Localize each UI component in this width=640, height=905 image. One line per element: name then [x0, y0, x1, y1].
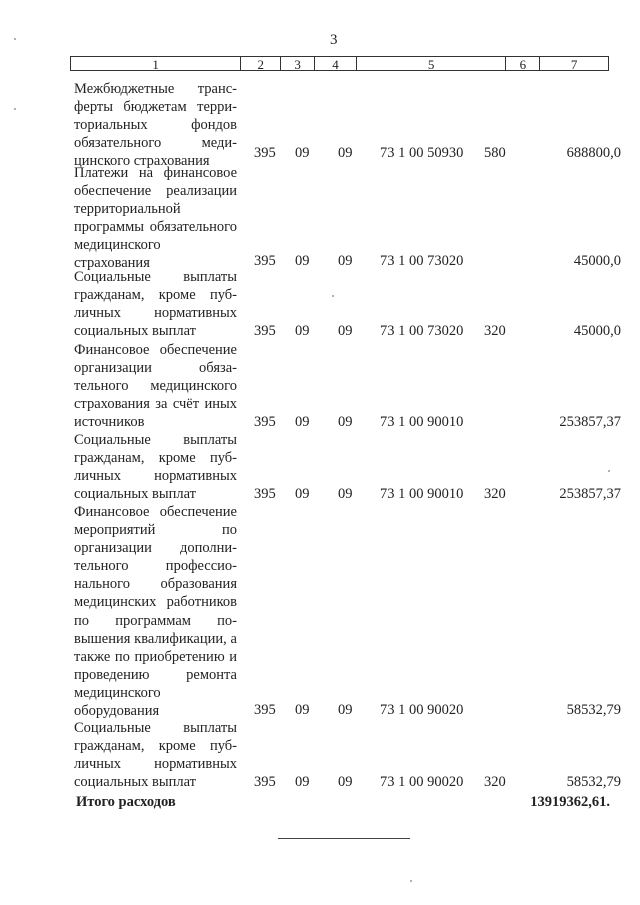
scan-speck [332, 295, 334, 297]
row-subsection: 09 [338, 486, 353, 502]
header-col-3: 3 [280, 57, 314, 70]
header-col-1: 1 [152, 57, 159, 72]
row-section: 09 [295, 323, 310, 339]
header-col-7: 7 [539, 57, 608, 70]
row-expense-type: 580 [484, 145, 506, 161]
row-amount: 688800,0 [566, 145, 621, 161]
row-expense-type: 320 [484, 486, 506, 502]
total-label: Итого расходов [76, 794, 176, 810]
row-subsection: 09 [338, 323, 353, 339]
table-header [70, 56, 609, 71]
row-section: 09 [295, 414, 310, 430]
row-amount: 253857,37 [559, 486, 621, 502]
row-target-article: 73 1 00 90020 [380, 774, 464, 790]
scan-speck [410, 880, 412, 882]
row-subsection: 09 [338, 145, 353, 161]
row-target-article: 73 1 00 90010 [380, 486, 464, 502]
row-amount: 58532,79 [566, 702, 621, 718]
row-name: Социальные выплаты гражданам, кроме публичных нормативных социальных выплат [74, 432, 237, 503]
row-subsection: 09 [338, 253, 353, 269]
row-ved: 395 [254, 774, 276, 790]
row-target-article: 73 1 00 90020 [380, 702, 464, 718]
row-section: 09 [295, 702, 310, 718]
row-amount: 45000,0 [573, 253, 621, 269]
row-amount: 58532,79 [566, 774, 621, 790]
row-name: Финансовое обеспечение организации обязательного медицинского страхования за счёт иных источников [74, 342, 237, 431]
row-name: Межбюджетные трансферты бюджетам территориальных фондов обязательного медицинского страхования [74, 81, 237, 170]
row-ved: 395 [254, 145, 276, 161]
row-expense-type: 320 [484, 774, 506, 790]
row-subsection: 09 [338, 702, 353, 718]
row-name: Платежи на финансовое обеспечение реализации территориальной программы обязательного медицинского страхования [74, 165, 237, 272]
row-subsection: 09 [338, 774, 353, 790]
page-number: 3 [330, 32, 338, 48]
row-ved: 395 [254, 702, 276, 718]
row-target-article: 73 1 00 73020 [380, 253, 464, 269]
row-amount: 45000,0 [573, 323, 621, 339]
row-ved: 395 [254, 414, 276, 430]
row-section: 09 [295, 145, 310, 161]
row-amount: 253857,37 [559, 414, 621, 430]
row-target-article: 73 1 00 50930 [380, 145, 464, 161]
total-value: 13919362,61. [530, 794, 610, 810]
header-col-5: 5 [356, 57, 505, 70]
row-ved: 395 [254, 323, 276, 339]
row-name: Финансовое обеспечение мероприятий по организации дополнительного профессионального образования медицинских работников по программам повышения квалификации, а также по приобретению и проведению ремонта медицинского оборудования [74, 504, 237, 720]
header-col-2: 2 [240, 57, 280, 70]
row-target-article: 73 1 00 90010 [380, 414, 464, 430]
header-col-4: 4 [314, 57, 356, 70]
scan-speck [14, 108, 16, 110]
row-target-article: 73 1 00 73020 [380, 323, 464, 339]
scan-speck [608, 470, 610, 472]
row-subsection: 09 [338, 414, 353, 430]
row-ved: 395 [254, 486, 276, 502]
header-col-6: 6 [505, 57, 539, 70]
row-name: Социальные выплаты гражданам, кроме публичных нормативных социальных выплат [74, 269, 237, 340]
row-section: 09 [295, 253, 310, 269]
row-ved: 395 [254, 253, 276, 269]
row-section: 09 [295, 486, 310, 502]
row-section: 09 [295, 774, 310, 790]
scan-speck [14, 38, 16, 40]
row-expense-type: 320 [484, 323, 506, 339]
closing-divider [278, 838, 410, 839]
row-name: Социальные выплаты гражданам, кроме публичных нормативных социальных выплат [74, 720, 237, 791]
